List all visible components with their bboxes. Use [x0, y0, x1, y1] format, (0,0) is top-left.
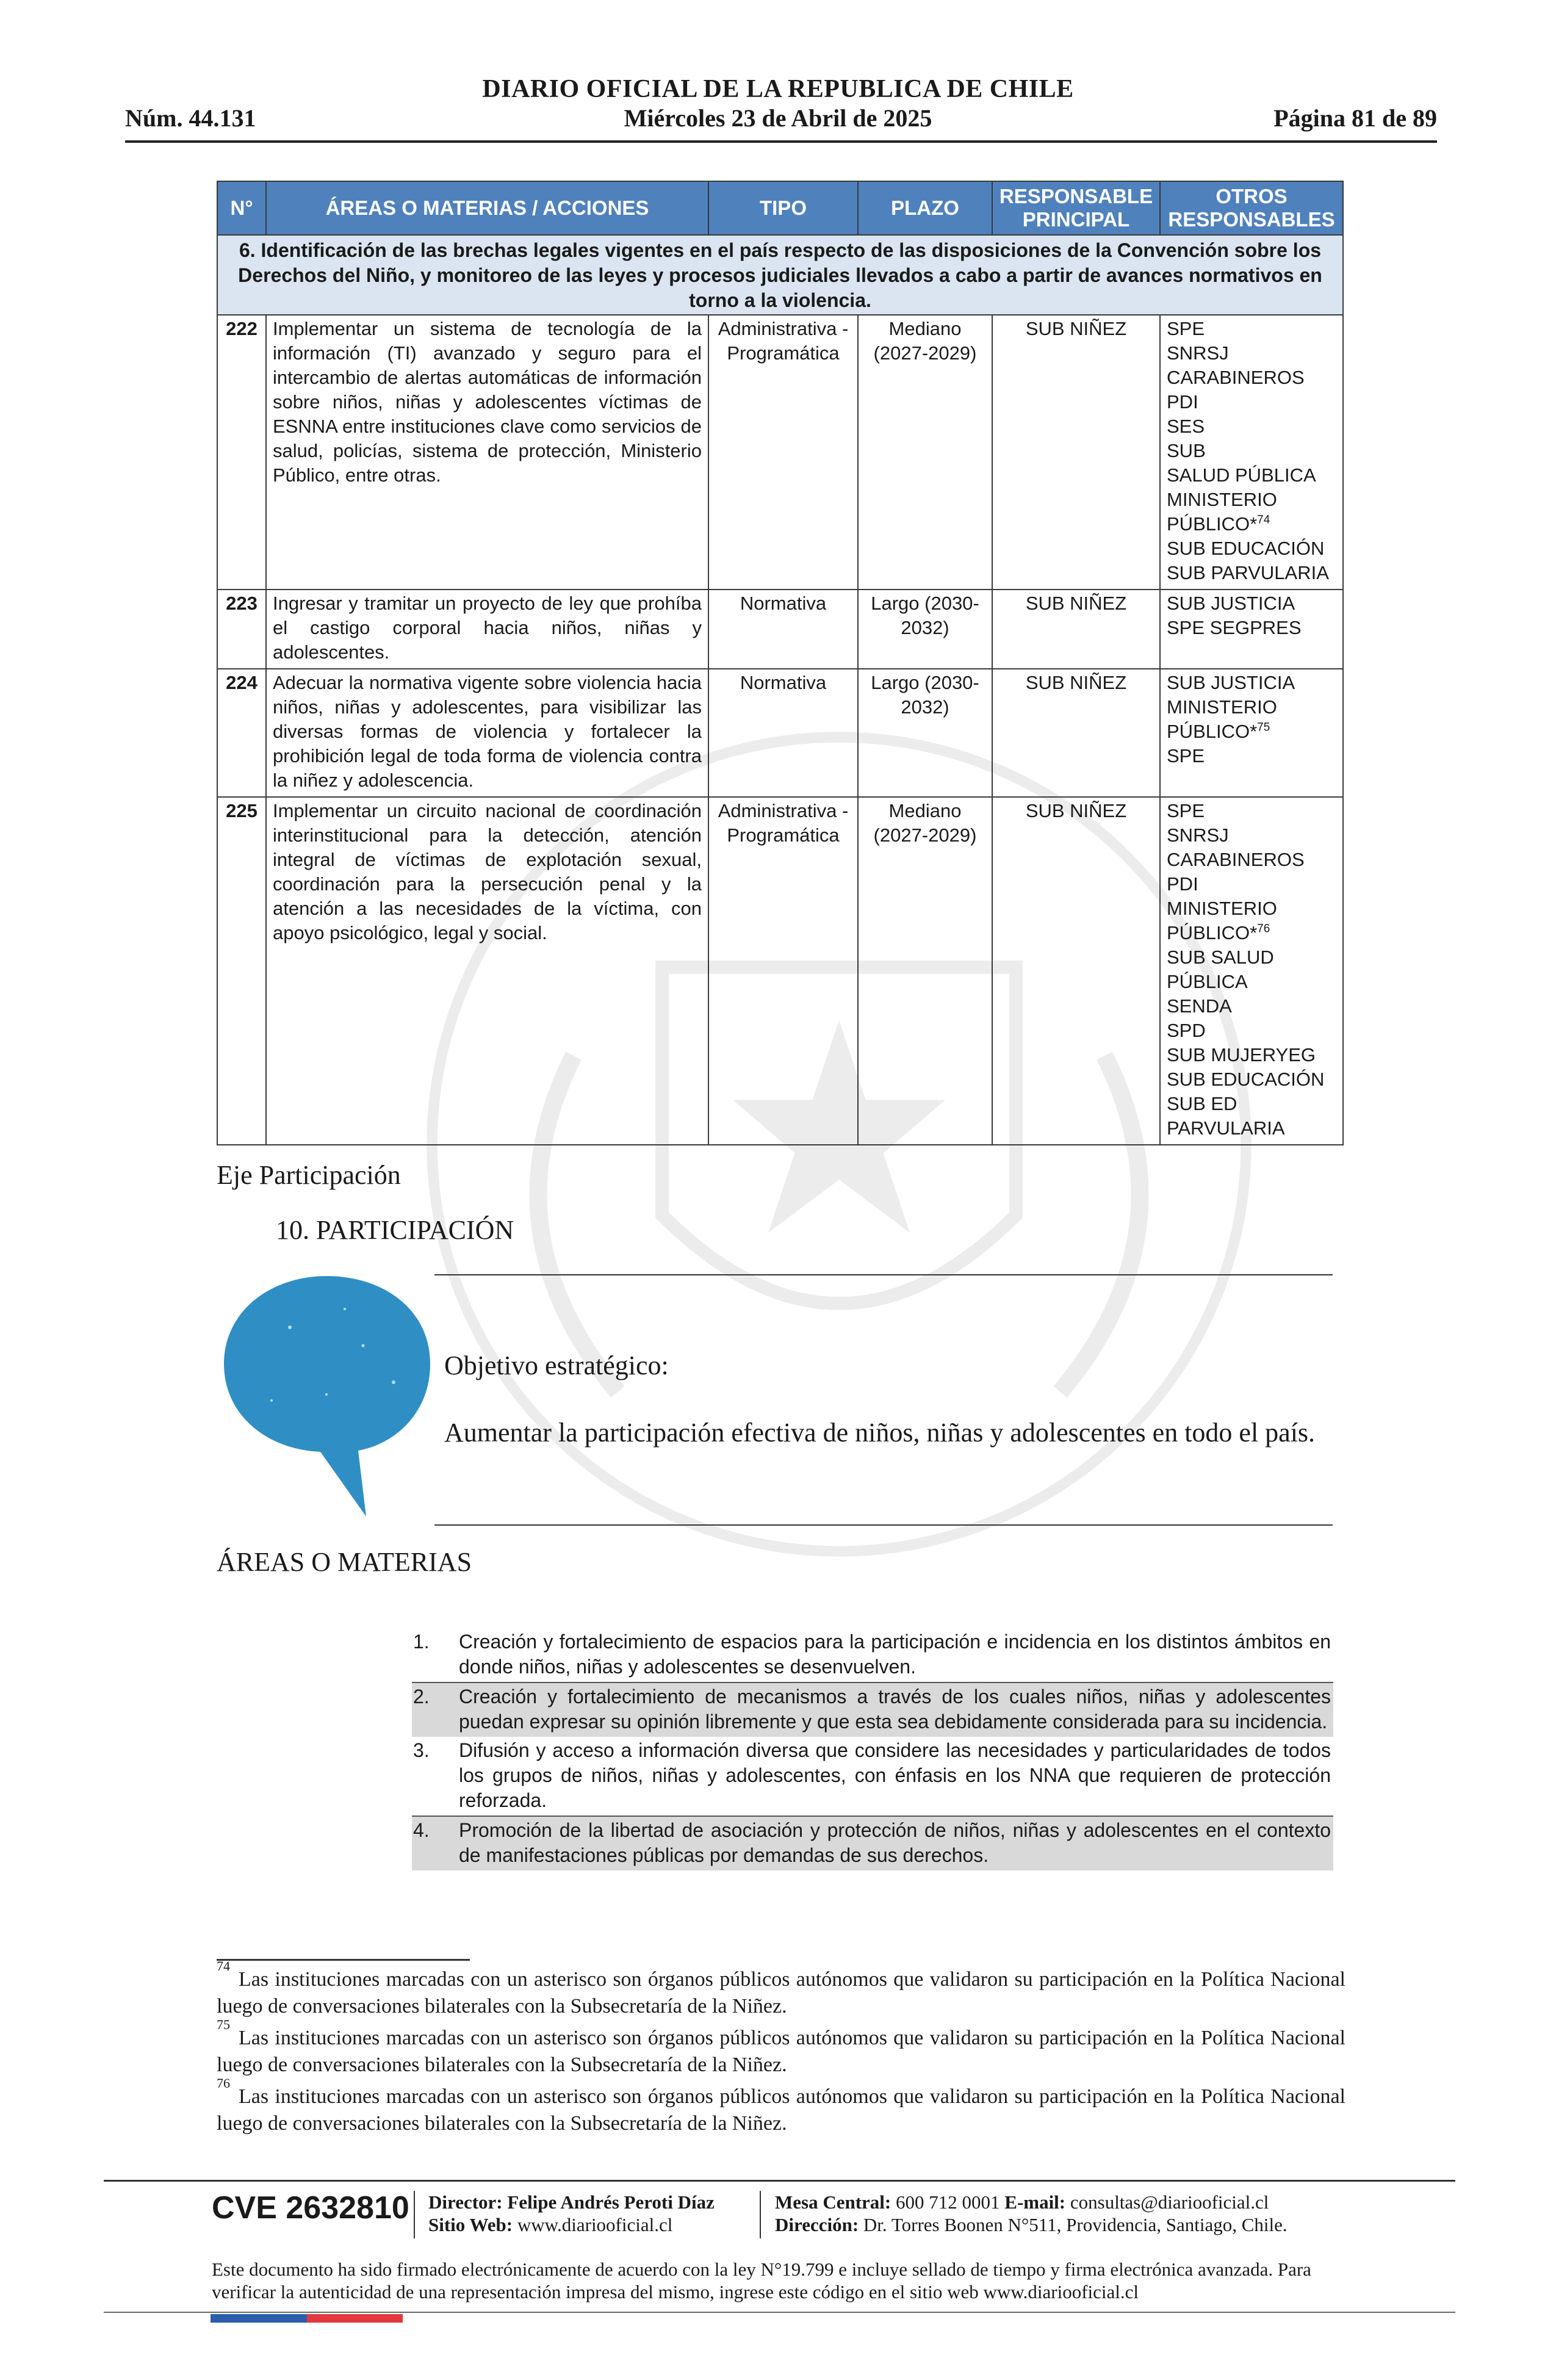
entity: SUB ED PARVULARIA [1167, 1093, 1285, 1139]
row-plazo: Mediano (2027-2029) [858, 315, 992, 590]
row-plazo: Largo (2030-2032) [858, 669, 992, 797]
entity-label: PÚBLICO* [1167, 513, 1258, 535]
footnote [217, 2017, 1345, 2079]
objective-label: Objetivo estratégico: [444, 1350, 669, 1380]
footnote-divider [217, 1959, 470, 1961]
entity: SNRSJ [1167, 824, 1229, 846]
entity-label: PÚBLICO* [1167, 721, 1258, 742]
entity: SPD [1167, 1020, 1206, 1041]
issue-date: Miércoles 23 de Abril de 2025 [624, 104, 932, 132]
row-responsable: SUB NIÑEZ [992, 590, 1160, 669]
entity: SUB [1167, 440, 1206, 461]
email-link[interactable]: consultas@diariooficial.cl [1070, 2191, 1269, 2213]
legal-notice: Este documento ha sido firmado electrónicamente de acuerdo con la ley N°19.799 e incluye sellado de tiempo y firma electrónica avanzada. Para verificar la autenticidad de una representación impresa del mismo, ingrese este código en el sitio web www.diariooficial.cl [212, 2259, 1311, 2302]
row-tipo: Administrativa - Programática [708, 315, 858, 590]
address-label: Dirección: [775, 2214, 859, 2235]
row-action: Implementar un circuito nacional de coordinación interinstitucional para la detección, atención integral de víctimas de explotación sexual, coordinación para la persecución penal y la atención a las necesidades de la víctima, con apoyo psicológico, legal y social. [266, 797, 708, 1145]
item-text: Promoción de la libertad de asociación y protección de niños, niñas y adolescentes en el contexto de manifestaciones públicas por demandas de sus derechos. [459, 1819, 1331, 1866]
footnote-number: 76 [217, 2075, 230, 2091]
row-otros [1160, 315, 1343, 590]
entity: SUB SALUD [1167, 947, 1274, 968]
footnote-text: Las instituciones marcadas con un asterisco son órganos públicos autónomos que validaron su participación en la Política Nacional luego de conversaciones bilaterales con la Subsecretaría de la Niñez. [217, 2085, 1345, 2135]
cve-code: CVE 2632810 [212, 2190, 409, 2226]
footnote-ref: 75 [1257, 721, 1270, 734]
item-text: Creación y fortalecimiento de espacios para la participación e incidencia en los distintos ámbitos en donde niños, niñas y adolescentes se desenvuelven. [459, 1631, 1331, 1678]
entity: SNRSJ [1167, 342, 1229, 364]
col-header-otros: OTROS RESPONSABLES [1160, 181, 1343, 235]
footnote-ref: 74 [1257, 513, 1270, 527]
header-divider [125, 140, 1437, 143]
entity [1167, 719, 1336, 744]
objective-divider-top [434, 1274, 1333, 1275]
row-responsable: SUB NIÑEZ [992, 669, 1160, 797]
row-number: 224 [217, 669, 266, 797]
speech-bubble-icon [217, 1272, 439, 1523]
row-action: Adecuar la normativa vigente sobre violencia hacia niños, niñas y adolescentes, para visibilizar las diversas formas de violencia y fortalecer la prohibición legal de toda forma de violencia contra la niñez y adolescencia. [266, 669, 708, 797]
col-header-responsable: RESPONSABLE PRINCIPAL [992, 181, 1160, 235]
director-label: Director: [428, 2191, 503, 2213]
entity-label: PÚBLICO* [1167, 922, 1258, 943]
entity: CARABINEROS [1167, 367, 1305, 388]
item-number: 3. [413, 1739, 430, 1761]
phone-label: Mesa Central: [775, 2191, 891, 2213]
entity: SENDA [1167, 995, 1232, 1017]
footnote-text: Las instituciones marcadas con un asterisco son órganos públicos autónomos que validaron su participación en la Política Nacional luego de conversaciones bilaterales con la Subsecretaría de la Niñez. [217, 2027, 1345, 2076]
row-plazo: Largo (2030-2032) [858, 590, 992, 669]
item-text: Difusión y acceso a información diversa que considere las necesidades y particularidades de todos los grupos de niños, niñas y adolescentes, con énfasis en los NNA que requieren de protección reforzada. [459, 1739, 1331, 1811]
col-header-tipo: TIPO [708, 181, 858, 235]
item-number: 2. [413, 1686, 430, 1707]
entity: SUB EDUCACIÓN [1167, 1069, 1325, 1090]
director-name: Felipe Andrés Peroti Díaz [507, 2191, 715, 2213]
page-number: Página 81 de 89 [1273, 104, 1437, 132]
row-number: 225 [217, 797, 266, 1145]
entity: PDI [1167, 391, 1198, 413]
entity [1167, 921, 1336, 945]
footer-separator [760, 2191, 761, 2238]
section-heading: 10. PARTICIPACIÓN [276, 1215, 514, 1245]
row-action: Implementar un sistema de tecnología de la información (TI) avanzado y seguro para el intercambio de alertas automáticas de información sobre niños, niñas y adolescentes víctimas de ESNNA entre instituciones clave como servicios de salud, policías, sistema de protección, Ministerio Público, entre otras. [266, 315, 708, 590]
list-item [412, 1816, 1333, 1870]
entity: MINISTERIO [1167, 489, 1277, 510]
row-plazo: Mediano (2027-2029) [858, 797, 992, 1145]
list-item [412, 1628, 1333, 1682]
actions-table [217, 181, 1344, 1145]
address-text: Dr. Torres Boonen N°511, Providencia, Santiago, Chile. [863, 2214, 1288, 2235]
entity: SPE SEGPRES [1167, 617, 1302, 638]
footnote [217, 1958, 1345, 2020]
entity: PÚBLICA [1167, 971, 1248, 992]
objective-divider-bottom [434, 1524, 1333, 1526]
footer-divider-top [104, 2180, 1455, 2182]
row-responsable: SUB NIÑEZ [992, 797, 1160, 1145]
col-header-num: N° [217, 181, 266, 235]
row-tipo: Administrativa - Programática [708, 797, 858, 1145]
website-label: Sitio Web: [428, 2214, 513, 2235]
row-otros [1160, 797, 1343, 1145]
entity: MINISTERIO [1167, 696, 1277, 718]
entity: PDI [1167, 873, 1198, 895]
row-responsable: SUB NIÑEZ [992, 315, 1160, 590]
entity: SUB EDUCACIÓN [1167, 538, 1325, 559]
table-header-row [217, 181, 1343, 235]
axis-title: Eje Participación [217, 1160, 401, 1190]
row-number: 223 [217, 590, 266, 669]
list-item [412, 1682, 1333, 1737]
entity: SALUD PÚBLICA [1167, 464, 1316, 486]
item-text: Creación y fortalecimiento de mecanismos a través de los cuales niños, niñas y adolescentes puedan expresar su opinión libremente y que esta sea debidamente considerada para su incidencia. [459, 1686, 1331, 1733]
item-number: 4. [413, 1819, 430, 1841]
row-tipo: Normativa [708, 669, 858, 797]
areas-heading: ÁREAS O MATERIAS [217, 1547, 472, 1577]
table-row [217, 669, 1343, 797]
footnote [217, 2075, 1345, 2137]
entity: SPE [1167, 745, 1205, 766]
footer-separator [414, 2191, 415, 2238]
footnote-text: Las instituciones marcadas con un asterisco son órganos públicos autónomos que validaron su participación en la Política Nacional luego de conversaciones bilaterales con la Subsecretaría de la Niñez. [217, 1968, 1345, 2018]
footer-divider-bottom [104, 2312, 1455, 2313]
row-tipo: Normativa [708, 590, 858, 669]
footnote-number: 75 [217, 2017, 230, 2032]
contact-block [775, 2191, 1288, 2236]
footnote-number: 74 [217, 1958, 230, 1974]
table-row [217, 590, 1343, 669]
entity: SUB MUJERYEG [1167, 1044, 1316, 1066]
email-label: E-mail: [1004, 2191, 1066, 2213]
row-number: 222 [217, 315, 266, 590]
section-row [217, 235, 1343, 315]
item-number: 1. [413, 1631, 430, 1653]
section-title: 6. Identificación de las brechas legales vigentes en el país respecto de las disposiciones de la Convención sobre los Derechos del Niño, y monitoreo de las leyes y procesos judiciales llevados a cabo a partir de avances normativos en torno a la violencia. [217, 235, 1343, 315]
entity: SPE [1167, 318, 1205, 339]
entity: SES [1167, 416, 1205, 437]
row-action: Ingresar y tramitar un proyecto de ley que prohíba el castigo corporal hacia niños, niñas y adolescentes. [266, 590, 708, 669]
flag-stripe [211, 2314, 403, 2323]
issue-number: Núm. 44.131 [125, 104, 256, 132]
row-otros [1160, 669, 1343, 797]
director-block [428, 2191, 715, 2236]
table-row [217, 797, 1343, 1145]
col-header-areas: ÁREAS O MATERIAS / ACCIONES [266, 181, 708, 235]
footnote-ref: 76 [1257, 922, 1270, 936]
phone-number: 600 712 0001 [896, 2191, 1000, 2213]
entity: SUB PARVULARIA [1167, 562, 1329, 583]
entity: SUB JUSTICIA [1167, 593, 1295, 614]
entity: SUB JUSTICIA [1167, 672, 1295, 693]
entity: MINISTERIO [1167, 898, 1277, 919]
table-row [217, 315, 1343, 590]
col-header-plazo: PLAZO [858, 181, 992, 235]
entity: CARABINEROS [1167, 849, 1305, 870]
list-item [412, 1737, 1333, 1816]
newspaper-title: DIARIO OFICIAL DE LA REPUBLICA DE CHILE [482, 75, 1074, 103]
row-otros [1160, 590, 1343, 669]
website-link[interactable]: www.diariooficial.cl [517, 2214, 673, 2235]
entity: SPE [1167, 800, 1205, 821]
objective-text: Aumentar la participación efectiva de niños, niñas y adolescentes en todo el país. [444, 1418, 1316, 1448]
entity [1167, 512, 1336, 536]
areas-list [412, 1628, 1333, 1870]
